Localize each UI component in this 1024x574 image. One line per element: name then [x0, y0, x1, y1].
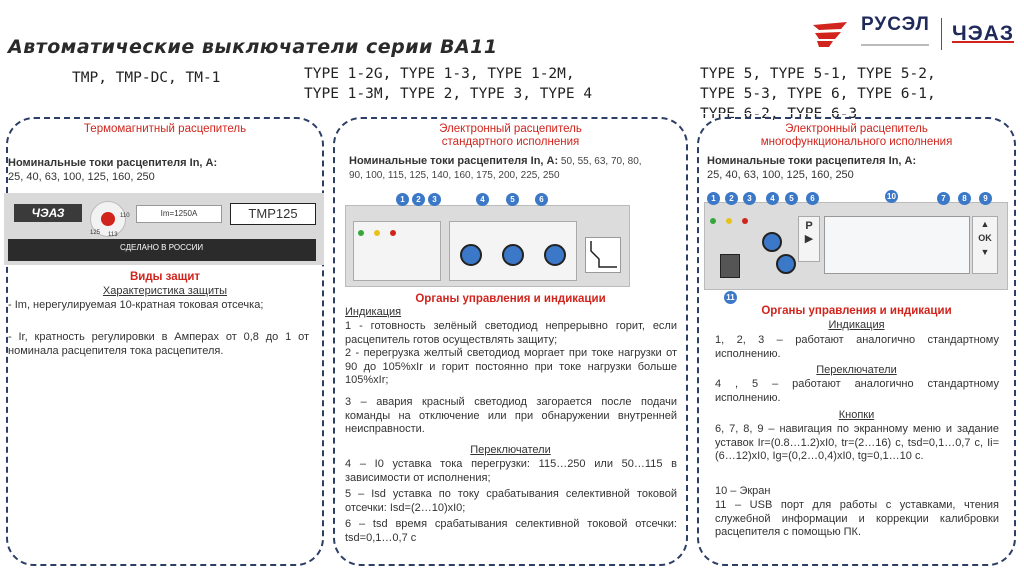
rusel-logo-mark [811, 20, 851, 48]
panel3-buttons: Кнопки [838, 409, 875, 421]
switch-4-icon [460, 244, 482, 266]
panel3-marker-3: 3 [743, 192, 756, 205]
panel3-screen [824, 216, 970, 274]
panel2-line4: 4 – I0 уставка тока перегрузки: 115…250 или 50…115 в зависимости от исполнения; [345, 458, 677, 484]
page-title: Автоматические выключатели серии ВА11 [8, 36, 498, 58]
knob-label-113: 113 [108, 232, 118, 238]
panel3-text2: 4 , 5 – работают аналогично стандартному исполнению. [715, 378, 999, 404]
rusel-logo-tagline [861, 43, 931, 47]
marker-1: 1 [396, 193, 409, 206]
play-icon: ▶ [804, 233, 814, 245]
panel3-text1: 1, 2, 3 – работают аналогично стандартному исполнению. [715, 334, 999, 360]
device-model-label: TMP125 [230, 203, 316, 225]
panel1-rated-values: 25, 40, 63, 100, 125, 160, 250 [8, 171, 155, 183]
panel1-rated-label: Номинальные токи расцепителя In, А: [8, 157, 218, 169]
panel2-switch-area [449, 221, 577, 281]
knob-center-icon [101, 212, 115, 226]
panel3-rated-label: Номинальные токи расцепителя In, А: [707, 155, 917, 167]
panel2-device-image [345, 191, 630, 287]
rusel-logo [861, 16, 931, 52]
nav-down-icon[interactable]: ▼ [980, 247, 990, 257]
led-ready-icon [358, 230, 364, 236]
panel3-marker-8: 8 [958, 192, 971, 205]
knob-label-110: 110 [120, 213, 130, 219]
panel3-marker-1: 1 [707, 192, 720, 205]
usb-port-icon [720, 254, 740, 278]
types-right-line2: TYPE 5-3, TYPE 6, TYPE 6-1, [700, 86, 936, 102]
panel3-text3: 6, 7, 8, 9 – навигация по экранному меню и задание уставок Ir=(0.8…1.2)xI0, tr=(2…16) с, tsd=0,1…0,7 с, Ii=(6…12)xI0, Ig=(0,2…0,4)xI0, tg=0,1…10 с. [715, 423, 999, 462]
device-made-label: СДЕЛАНО В РОССИИ [120, 243, 204, 252]
panel2-line2: 2 - перегрузка желтый светодиод моргает при токе нагрузки от 90 до 105%xIr и горит постоянно при токе нагрузки больше 105%xIr; [345, 347, 677, 386]
panel3-marker-7: 7 [937, 192, 950, 205]
panel2-rated [349, 155, 649, 182]
panel3-button-p[interactable] [798, 216, 820, 262]
chzz-logo-text: ЧЭАЗ [951, 22, 1014, 45]
panel1-title: Термомагнитный расцепитель [83, 123, 247, 135]
types-left: TMP, TMP-DC, TM-1 [72, 70, 221, 86]
logo-divider [941, 18, 942, 50]
panel2-switches: Переключатели [470, 444, 551, 456]
chzz-logo [952, 22, 1014, 46]
types-mid-line2: TYPE 1-3M, TYPE 2, TYPE 3, TYPE 4 [304, 86, 593, 102]
panel2-indication: Индикация [345, 306, 402, 318]
panel3-title-line1: Электронный расцепитель [785, 123, 928, 135]
panel3-led-overload-icon [726, 218, 732, 224]
nav-up-icon[interactable]: ▲ [980, 219, 990, 229]
panel3-marker-11: 11 [724, 291, 737, 304]
panel2-title-line2: стандартного исполнения [441, 136, 580, 148]
panel3-marker-9: 9 [979, 192, 992, 205]
panel2-line6: 6 – tsd время срабатывания селективной токовой отсечки: tsd=0,1…0,7 с [345, 518, 677, 544]
nav-ok-button[interactable]: OK [978, 233, 992, 243]
panel3-marker-10: 10 [885, 190, 898, 203]
panel2-line5: 5 – Isd уставка по току срабатывания селективной токовой отсечки: Isd=(2…10)xI0; [345, 488, 677, 514]
device-brand-plate: ЧЭАЗ [14, 204, 82, 222]
types-right [700, 64, 936, 124]
panel2-controls-title: Органы управления и индикации [415, 293, 606, 305]
panel3-text4: 10 – Экран [715, 485, 771, 497]
device-im-label: Im=1250A [136, 205, 222, 223]
panel3-title-line2: многофункционального исполнения [760, 136, 953, 148]
knob-label-125: 125 [90, 230, 101, 236]
led-overload-icon [374, 230, 380, 236]
panel3-rated-values: 25, 40, 63, 100, 125, 160, 250 [707, 169, 854, 181]
panel3-switch-4-icon [762, 232, 782, 252]
marker-3: 3 [428, 193, 441, 206]
panel2-rated-values: 50, 55, 63, 70, 80, 90, 100, 115, 125, 140, 160, 175, 200, 225, 250 [349, 156, 642, 181]
panel1-item2: - Ir, кратность регулировки в Амперах от 0,8 до 1 от номинала расцепителя тока расцепителя. [8, 331, 309, 357]
panel3-marker-2: 2 [725, 192, 738, 205]
panel3-marker-5: 5 [785, 192, 798, 205]
types-right-line1: TYPE 5, TYPE 5-1, TYPE 5-2, [700, 66, 936, 82]
panel3-button-p-label: P [805, 220, 813, 232]
types-mid-line1: TYPE 1-2G, TYPE 1-3, TYPE 1-2M, [304, 66, 575, 82]
marker-5: 5 [506, 193, 519, 206]
panel3-marker-6: 6 [806, 192, 819, 205]
types-right-line3: TYPE 6-2, TYPE 6-3 [700, 106, 858, 122]
panel1-item1: - Im, нерегулируемая 10-кратная токовая отсечка; [8, 299, 264, 311]
panel3-nav-buttons[interactable] [972, 216, 998, 274]
marker-4: 4 [476, 193, 489, 206]
marker-2: 2 [412, 193, 425, 206]
panel2-line3: 3 – авария красный светодиод загорается после подачи команды на отключение или при обнаружении внутренней неисправности. [345, 396, 677, 435]
led-fault-icon [390, 230, 396, 236]
panel1-protection-title: Виды защит [129, 271, 201, 283]
panel1-device-image [4, 193, 324, 265]
panel3-marker-4: 4 [766, 192, 779, 205]
panel2-led-area [353, 221, 441, 281]
logos [811, 14, 1014, 51]
panel1-protection-sub: Характеристика защиты [102, 285, 228, 297]
panel3-device-image [704, 188, 1008, 306]
panel3-switches: Переключатели [816, 364, 897, 376]
switch-6-icon [544, 244, 566, 266]
panel2-line1: 1 - готовность зелёный светодиод непрерывно горит, если расцепитель готов осуществлять защиту; [345, 320, 677, 346]
panel3-led-fault-icon [742, 218, 748, 224]
panel2-title [333, 123, 688, 149]
switch-5-icon [502, 244, 524, 266]
marker-6: 6 [535, 193, 548, 206]
panel3-switch-5-icon [776, 254, 796, 274]
types-mid [304, 64, 592, 104]
rusel-logo-text: РУСЭЛ [860, 14, 930, 35]
panel3-led-ready-icon [710, 218, 716, 224]
panel3-indication: Индикация [828, 319, 885, 331]
panel3-title [697, 123, 1016, 149]
characteristic-curve-icon [585, 237, 621, 273]
panel2-rated-label: Номинальные токи расцепителя In, А: [349, 155, 559, 167]
panel2-title-line1: Электронный расцепитель [439, 123, 582, 135]
panel3-controls-title: Органы управления и индикации [761, 305, 952, 317]
panel3-text5: 11 – USB порт для работы с уставками, чтения служебной информации и коррекции калибровки расцепителя с помощью ПК. [715, 499, 999, 538]
